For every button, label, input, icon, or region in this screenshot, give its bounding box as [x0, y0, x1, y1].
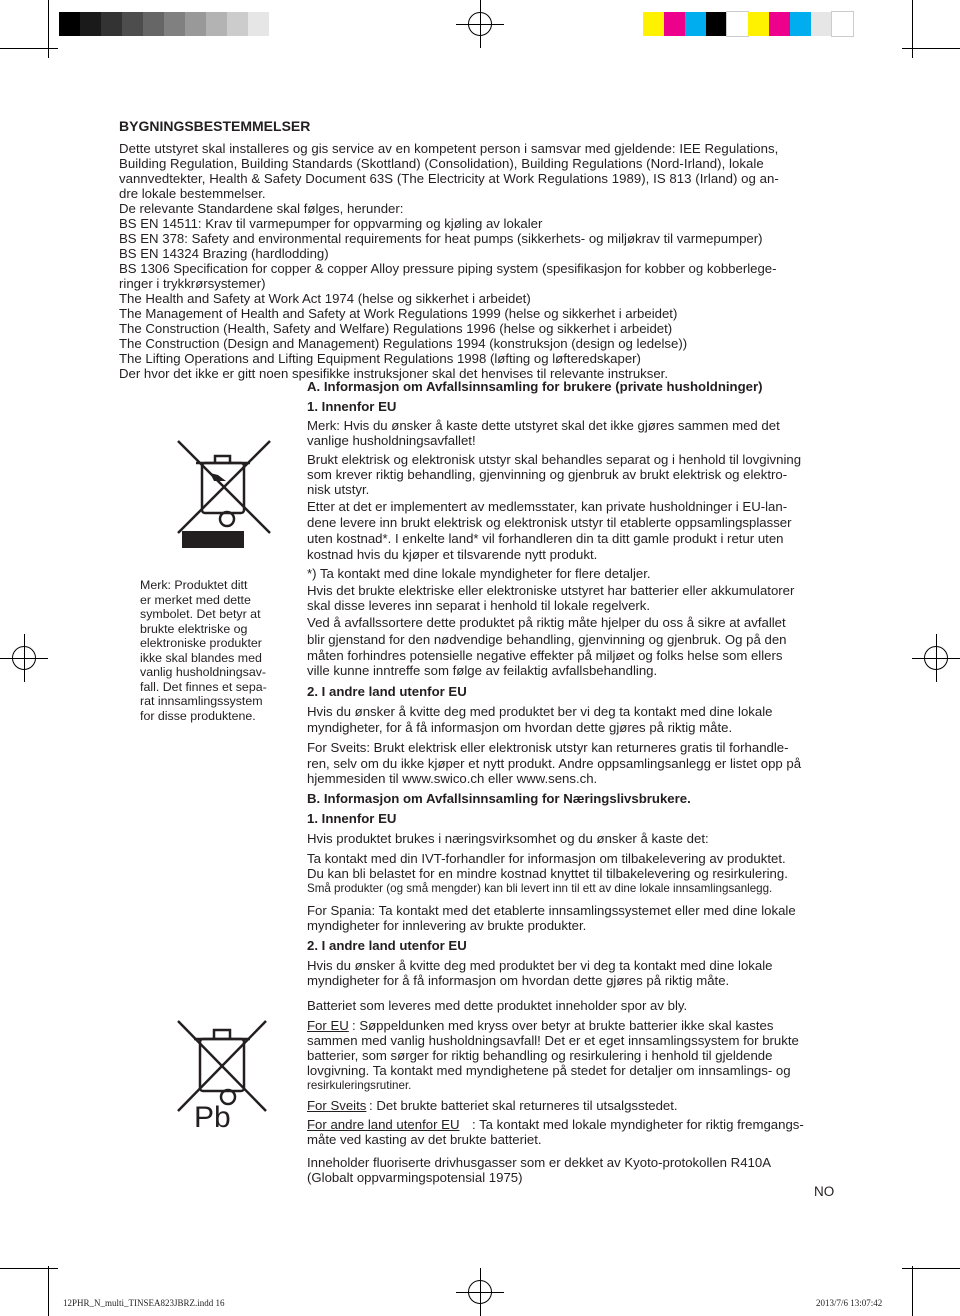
text-line: resirkuleringsrutiner. — [307, 1079, 412, 1092]
gray-swatch — [227, 12, 248, 36]
text-line: B. Informasjon om Avfallsinnsamling for Næringslivsbrukere. — [307, 791, 691, 806]
gray-swatch — [143, 12, 164, 36]
text-line: BS EN 378: Safety and environmental requirements for heat pumps (sikkerhets- og miljøkrav til varmepumper) — [119, 231, 763, 246]
color-swatch — [748, 12, 769, 36]
text-line: (Globalt oppvarmingspotensial 1975) — [307, 1170, 523, 1185]
text-line: Brukt elektrisk og elektronisk utstyr skal behandles separat og i henhold til lovgivning — [307, 452, 802, 467]
text-line: 1. Innenfor EU — [307, 399, 397, 414]
language-code: NO — [814, 1184, 835, 1199]
text-line: dene levere inn brukt elektrisk og elektronisk utstyr til etablerte oppsamlingsplasser — [307, 515, 792, 530]
text-line: ringer i trykkrørsystemer) — [119, 276, 266, 291]
color-swatch — [769, 12, 790, 36]
text-line: Små produkter (og små mengder) kan bli levert inn til ett av dine lokale innsamlingsanlegg. — [307, 882, 773, 895]
text-line: Etter at det er implementert av medlemsstater, kan private husholdninger i EU-lan- — [307, 499, 788, 514]
text-line: Hvis produktet brukes i næringsvirksomhet og du ønsker å kaste det: — [307, 831, 709, 846]
text-line: ikke skal blandes med — [140, 650, 262, 665]
text-line: som krever riktig behandling, gjenvinning og gjenbruk av brukt elektrisk og elektro- — [307, 467, 788, 482]
gray-swatch — [248, 12, 269, 36]
text-line: : Søppeldunken med kryss over betyr at brukte batterier ikke skal kastes — [352, 1018, 774, 1033]
text-line: *) Ta kontakt med dine lokale myndigheter for flere detaljer. — [307, 566, 651, 581]
text-line: uten kostnad*. I enkelte land* vil forhandleren din ta ditt gamle produkt i retur uten — [307, 531, 784, 546]
text-line: 1. Innenfor EU — [307, 811, 397, 826]
text-line: The Construction (Design and Management) Regulations 1994 (konstruksjon (design og ledelse)) — [119, 336, 688, 351]
text-line: skal disse leveres inn separat i henhold til lokale regelverk. — [307, 598, 651, 613]
text-line: De relevante Standardene skal følges, herunder: — [119, 201, 404, 216]
text-line: sammen med vanlig husholdningsavfall! Det er et eget innsamlingssystem for brukte — [307, 1033, 799, 1048]
text-line: Hvis det brukte elektriske eller elektroniske utstyret har batterier eller akkumulatorer — [307, 583, 795, 598]
text-line: for disse produktene. — [140, 708, 256, 723]
text-line: The Health and Safety at Work Act 1974 (helse og sikkerhet i arbeidet) — [119, 291, 531, 306]
text-line: symbolet. Det betyr at — [140, 607, 261, 621]
text-line: vanlige husholdningsavfallet! — [307, 433, 476, 448]
text-line: For Sveits: Brukt elektrisk eller elektronisk utstyr kan returneres gratis til forhandle- — [307, 740, 789, 755]
text-line: rat innsamlingssystem — [140, 694, 263, 708]
text-line: 2. I andre land utenfor EU — [307, 684, 467, 699]
footer-timestamp: 2013/7/6 13:07:42 — [816, 1298, 883, 1308]
text-line: BS 1306 Specification for copper & copper Alloy pressure piping system (spesifikasjon for kobber og kobberlege- — [119, 261, 777, 276]
color-swatch — [685, 12, 706, 36]
gray-swatch — [59, 12, 80, 36]
text-line: måten forhindres potensielle negative effekter på miljøet og folks helse som ellers — [307, 648, 783, 663]
text-line: Der hvor det ikke er gitt noen spesifikke instruksjoner skal det henvises til relevante instrukser. — [119, 366, 668, 381]
text-line: For Spania: Ta kontakt med det etablerte innsamlingssystemet eller med dine lokale — [307, 903, 796, 918]
text-line: myndigheter, for å få informasjon om hvordan dette gjøres på riktig måte. — [307, 720, 733, 735]
text-line: : Det brukte batteriet skal returneres til utsalgsstedet. — [369, 1098, 678, 1113]
footer-file-name: 12PHR_N_multi_TINSEA823JBRZ.indd 16 — [63, 1298, 225, 1308]
gray-swatch — [122, 12, 143, 36]
text-line: Hvis du ønsker å kvitte deg med produktet ber vi deg ta kontakt med dine lokale — [307, 958, 773, 973]
text-line: ren, selv om du ikke kjøper et nytt produkt. Andre oppsamlingsanlegg er listet opp på — [307, 756, 802, 771]
text-line: vannvedtekter, Health & Safety Document 63S (The Electricity at Work Regulations 1989), IS 813 (Irland) og an- — [119, 171, 779, 186]
color-swatch — [664, 12, 685, 36]
text-line: The Lifting Operations and Lifting Equipment Regulations 1998 (løfting og løfteredskaper) — [119, 351, 641, 366]
text-line: måte ved kasting av det brukte batteriet. — [307, 1132, 542, 1147]
text-line: vanlig husholdningsav- — [140, 665, 267, 679]
text-line: kostnad hvis du kjøper et tilsvarende nytt produkt. — [307, 547, 598, 562]
gray-swatch — [101, 12, 122, 36]
text-line: Ta kontakt med din IVT-forhandler for informasjon om tilbakelevering av produktet. — [307, 851, 786, 866]
text-line: er merket med dette — [140, 592, 251, 607]
text-line: Batteriet som leveres med dette produktet inneholder spor av bly. — [307, 998, 688, 1013]
text-line: Du kan bli belastet for en mindre kostnad knyttet til tilbakelevering og resirkulering. — [307, 866, 788, 881]
text-line: Hvis du ønsker å kvitte deg med produktet ber vi deg ta kontakt med dine lokale — [307, 704, 773, 719]
black-bar-mark — [182, 531, 244, 548]
gray-swatch — [206, 12, 227, 36]
gray-swatch — [164, 12, 185, 36]
text-line: myndigheter for å få informasjon om hvordan dette gjøres på riktig måte. — [307, 973, 730, 988]
text-line: dre lokale bestemmelser. — [119, 186, 266, 201]
text-line: BS EN 14324 Brazing (hardlodding) — [119, 246, 329, 261]
text-line: Dette utstyret skal installeres og gis service av en kompetent person i samsvar med gjeldende: IEE Regulations, — [119, 141, 779, 156]
text-line: BS EN 14511: Krav til varmepumper for oppvarming og kjøling av lokaler — [119, 216, 543, 231]
text-line: myndigheter for innlevering av brukte produkter. — [307, 918, 587, 933]
color-swatch — [643, 12, 664, 36]
text-line: For andre land utenfor EU — [307, 1117, 460, 1132]
gray-swatch — [185, 12, 206, 36]
text-line: brukte elektriske og — [140, 621, 248, 636]
text-line: nisk utstyr. — [307, 482, 370, 497]
text-line: elektroniske produkter — [140, 636, 262, 650]
color-swatch — [706, 12, 727, 36]
text-line: : Ta kontakt med lokale myndigheter for riktig fremgangs- — [472, 1117, 804, 1132]
text-line: For EU — [307, 1018, 349, 1033]
color-swatch — [727, 12, 748, 36]
section-heading: BYGNINGSBESTEMMELSER — [119, 118, 311, 134]
text-line: Building Regulation, Building Standards (Skottland) (Consolidation), Building Regulations (Nord-Irland), lokale — [119, 156, 764, 171]
text-line: hjemmesiden til www.swico.ch eller www.sens.ch. — [307, 771, 598, 786]
text-line: blir gjenstand for den nødvendige behandling, gjenvinning og gjenbruk. Og på den — [307, 632, 787, 647]
text-line: batterier, som sørger for riktig behandling og resirkulering i henhold til gjeldende — [307, 1048, 773, 1063]
text-line: fall. Det finnes et sepa- — [140, 679, 267, 694]
lead-symbol-label: Pb — [194, 1101, 231, 1134]
color-swatch — [790, 12, 811, 36]
text-line: Merk: Produktet ditt — [140, 578, 248, 592]
text-line: The Management of Health and Safety at Work Regulations 1999 (helse og sikkerhet i arbeidet) — [119, 306, 678, 321]
text-line: lovgivning. Ta kontakt med myndighetene på stedet for detaljer om innsamlings- og — [307, 1063, 791, 1078]
text-line: For Sveits — [307, 1098, 367, 1113]
text-line: ville kunne inntreffe som følge av feilaktig avfallsbehandling. — [307, 663, 658, 678]
text-line: Merk: Hvis du ønsker å kaste dette utstyret skal det ikke gjøres sammen med det — [307, 418, 780, 433]
text-line: Ved å avfallssortere dette produktet på riktig måte hjelper du oss å sikre at avfallet — [307, 615, 786, 630]
text-line: 2. I andre land utenfor EU — [307, 938, 467, 953]
text-line: A. Informasjon om Avfallsinnsamling for brukere (private husholdninger) — [307, 379, 763, 394]
text-line: Inneholder fluoriserte drivhusgasser som er dekket av Kyoto-protokollen R410A — [307, 1155, 772, 1170]
text-line: The Construction (Health, Safety and Welfare) Regulations 1996 (helse og sikkerhet i arbeidet) — [119, 321, 673, 336]
gray-swatch — [80, 12, 101, 36]
color-swatch — [811, 12, 832, 36]
color-swatch — [832, 12, 853, 36]
